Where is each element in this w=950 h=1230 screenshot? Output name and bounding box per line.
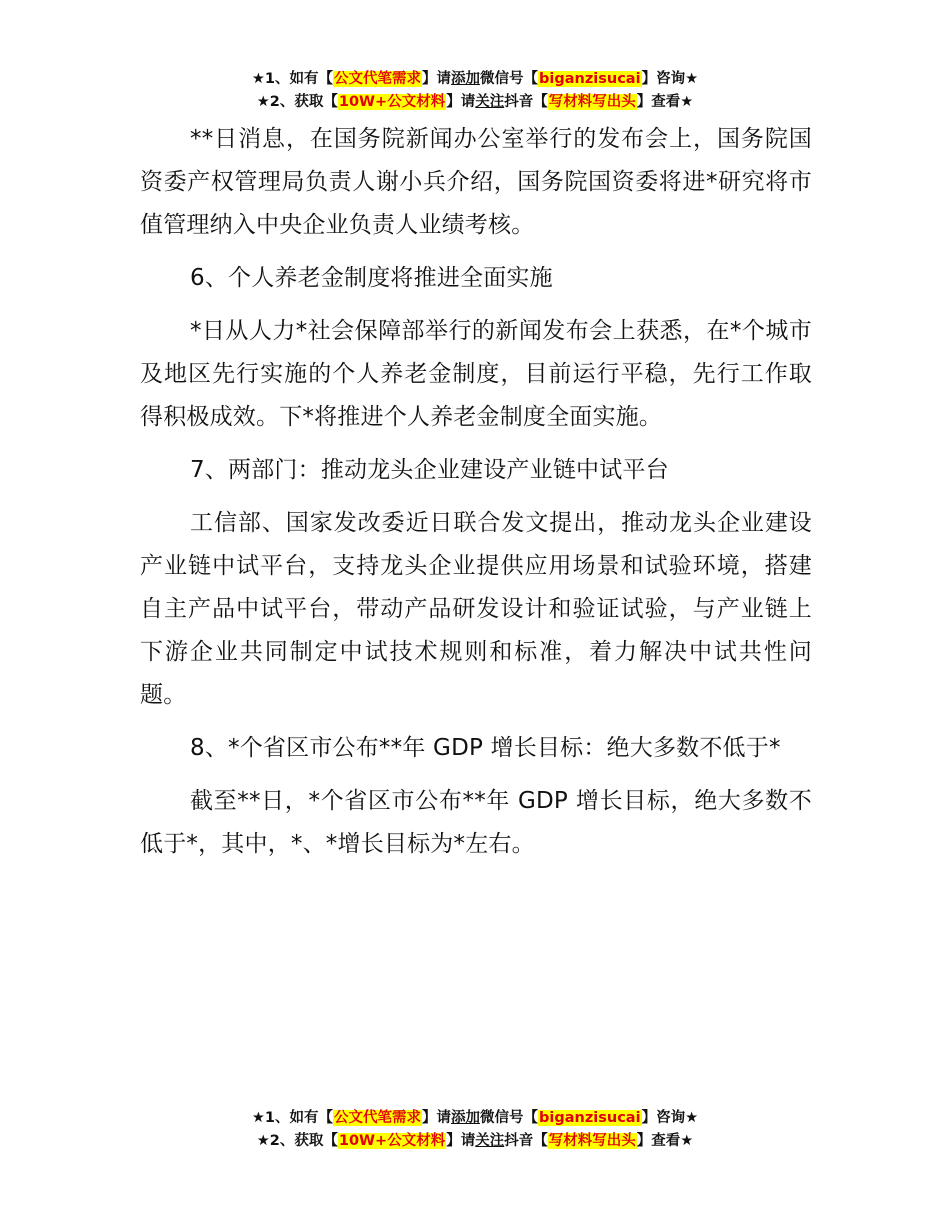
banner-line-2 <box>0 1130 950 1153</box>
header-banner <box>0 68 950 114</box>
banner-text: 】请 <box>446 1133 476 1149</box>
banner-text: 】查看★ <box>636 1133 694 1149</box>
paragraph: **日消息，在国务院新闻办公室举行的发布会上，国务院国资委产权管理局负责人谢小兵介绍，国务院国资委将进*研究将市值管理纳入中央企业负责人业绩考核。 <box>140 126 812 238</box>
banner-text: 抖音【 <box>504 94 548 110</box>
highlight-wechat-id: biganzisucai <box>539 1110 641 1126</box>
paragraph: *日从人力*社会保障部举行的新闻发布会上获悉，在*个城市及地区先行实施的个人养老金制度，目前运行平稳，先行工作取得积极成效。下*将推进个人养老金制度全面实施。 <box>140 318 812 430</box>
banner-text: 】咨询★ <box>641 71 699 87</box>
banner-line-2 <box>0 91 950 114</box>
highlight-materials: 10W+公文材料 <box>338 1133 446 1149</box>
banner-text: ★2、获取【 <box>256 94 338 110</box>
banner-text: 微信号【 <box>480 1110 539 1126</box>
highlight-douyin-account: 写材料写出头 <box>548 1133 636 1149</box>
highlight-service: 公文代笔需求 <box>334 1110 422 1126</box>
banner-text: 】咨询★ <box>641 1110 699 1126</box>
section-heading: 6、个人养老金制度将推进全面实施 <box>190 265 553 291</box>
banner-text: 】请 <box>446 94 476 110</box>
underlined-text: 添加 <box>451 1110 481 1126</box>
footer-banner <box>0 1107 950 1153</box>
banner-line-1 <box>0 1107 950 1130</box>
document-body <box>140 118 812 876</box>
banner-text: ★1、如有【 <box>251 71 334 87</box>
banner-line-1 <box>0 68 950 91</box>
underlined-text: 关注 <box>475 94 505 110</box>
highlight-service: 公文代笔需求 <box>334 71 422 87</box>
highlight-wechat-id: biganzisucai <box>539 71 641 87</box>
highlight-materials: 10W+公文材料 <box>338 94 446 110</box>
banner-text: ★2、获取【 <box>256 1133 338 1149</box>
highlight-douyin-account: 写材料写出头 <box>548 94 636 110</box>
banner-text: 】请 <box>422 71 452 87</box>
banner-text: 抖音【 <box>504 1133 548 1149</box>
paragraph: 截至**日，*个省区市公布**年 GDP 增长目标，绝大多数不低于*，其中，*、*增长目标为*左右。 <box>140 788 812 857</box>
paragraph: 工信部、国家发改委近日联合发文提出，推动龙头企业建设产业链中试平台，支持龙头企业提供应用场景和试验环境，搭建自主产品中试平台，带动产品研发设计和验证试验，与产业链上下游企业共同制定中试技术规则和标准，着力解决中试共性问题。 <box>140 510 812 708</box>
banner-text: 】查看★ <box>636 94 694 110</box>
banner-text: 微信号【 <box>480 71 539 87</box>
banner-text: 】请 <box>422 1110 452 1126</box>
section-heading: 7、两部门：推动龙头企业建设产业链中试平台 <box>190 457 669 483</box>
section-heading: 8、*个省区市公布**年 GDP 增长目标：绝大多数不低于* <box>190 735 781 761</box>
underlined-text: 关注 <box>475 1133 505 1149</box>
underlined-text: 添加 <box>451 71 481 87</box>
banner-text: ★1、如有【 <box>251 1110 334 1126</box>
